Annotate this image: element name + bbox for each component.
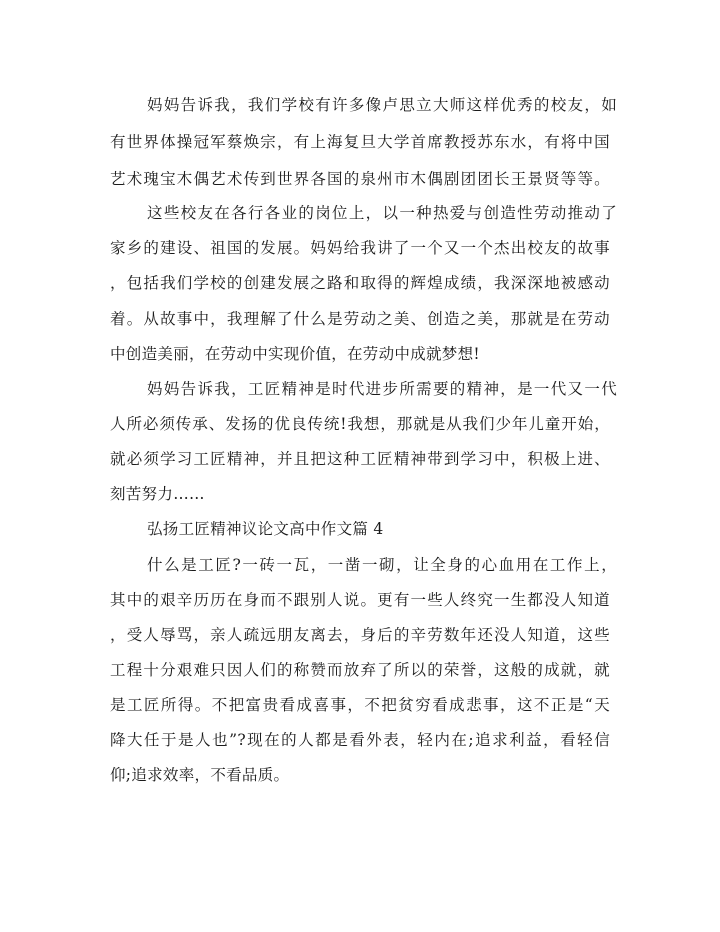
paragraph-3-line-4: 刻苦努力…… (110, 485, 205, 503)
paragraph-1-line-3: 艺术瑰宝木偶艺术传到世界各国的泉州市木偶剧团团长王景贤等等。 (110, 170, 610, 188)
paragraph-1-line-1: 妈妈告诉我，我们学校有许多像卢思立大师这样优秀的校友，如 (147, 96, 617, 114)
paragraph-2-line-2: 家乡的建设、祖国的发展。妈妈给我讲了一个又一个杰出校友的故事 (110, 239, 610, 257)
paragraph-2-line-1: 这些校友在各行各业的岗位上，以一种热爱与创造性劳动推动了 (147, 204, 617, 222)
paragraph-1-line-2: 有世界体操冠军蔡焕宗，有上海复旦大学首席教授苏东水，有将中国 (110, 133, 610, 151)
section-heading: 弘扬工匠精神议论文高中作文篇 4 (147, 520, 384, 538)
paragraph-5-line-3: ，受人辱骂，亲人疏远朋友离去，身后的辛劳数年还没人知道，这些 (110, 626, 610, 644)
paragraph-2-line-3: ，包括我们学校的创建发展之路和取得的辉煌成绩，我深深地被感动 (110, 274, 610, 292)
paragraph-2-line-5: 中创造美丽，在劳动中实现价值，在劳动中成就梦想! (110, 345, 480, 363)
paragraph-5-line-1: 什么是工匠?一砖一瓦，一凿一砌，让全身的心血用在工作上， (147, 556, 617, 574)
paragraph-3-line-1: 妈妈告诉我，工匠精神是时代进步所需要的精神，是一代又一代 (147, 380, 617, 398)
paragraph-5-line-2: 其中的艰辛历历在身而不跟别人说。更有一些人终究一生都没人知道 (110, 591, 610, 609)
paragraph-5-line-7: 仰;追求效率，不看品质。 (110, 766, 290, 784)
paragraph-3-line-3: 就必须学习工匠精神，并且把这种工匠精神带到学习中，积极上进、 (110, 450, 610, 468)
paragraph-5-line-4: 工程十分艰难只因人们的称赞而放弃了所以的荣誉，这般的成就，就 (110, 661, 610, 679)
paragraph-2-line-4: 着。从故事中，我理解了什么是劳动之美、创造之美，那就是在劳动 (110, 310, 610, 328)
paragraph-5-line-6: 降大任于是人也”?现在的人都是看外表，轻内在;追求利益，看轻信 (110, 731, 610, 749)
paragraph-5-line-5: 是工匠所得。不把富贵看成喜事，不把贫穷看成悲事，这不正是“天 (110, 696, 610, 714)
paragraph-3-line-2: 人所必须传承、发扬的优良传统!我想，那就是从我们少年儿童开始， (110, 415, 610, 433)
